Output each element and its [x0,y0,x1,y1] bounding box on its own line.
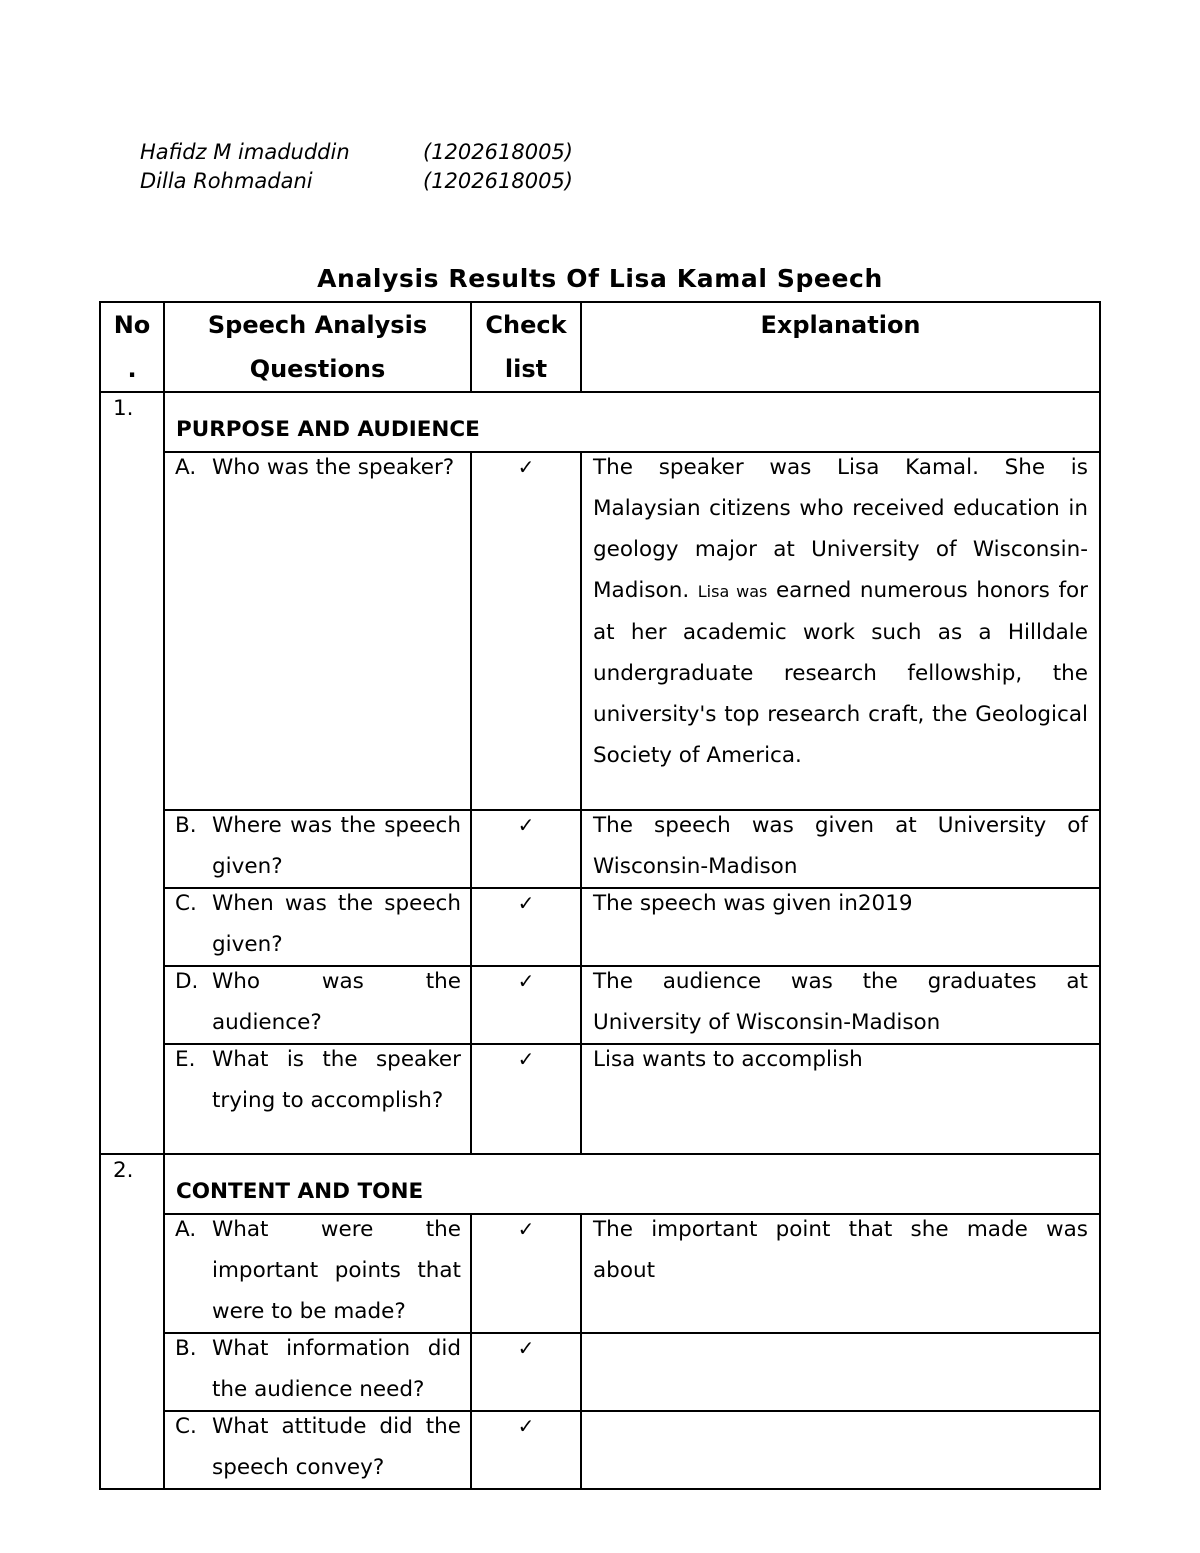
section-row [100,1154,1100,1214]
author-row [140,167,573,196]
explanation-cell [581,1044,1100,1154]
author-row [140,138,573,167]
question-cell [164,1411,471,1489]
question-cell [164,1044,471,1154]
check-mark: ✓ [471,810,581,888]
question-cell [164,810,471,888]
explanation-cell [581,452,1100,810]
table-row [100,1214,1100,1333]
table-row [100,966,1100,1044]
check-mark: ✓ [471,1333,581,1411]
section-number: 2. [100,1154,164,1489]
explanation-text: Lisa wants to accomplish [593,1047,863,1072]
document-title: Analysis Results Of Lisa Kamal Speech [317,264,883,293]
table-header-row [100,302,1100,392]
explanation-small-text: Lisa was [697,582,768,601]
explanation-text: The speaker was Lisa Kamal. She is Malaysian citizens who received education in geology major at University of Wisconsin-Madison. [593,455,1088,603]
question-cell [164,888,471,966]
explanation-text: The important point that she made was about [593,1217,1088,1283]
table-row [100,810,1100,888]
check-mark: ✓ [471,452,581,810]
question-text: Where was the speech given? [212,813,461,879]
header-checklist: Check list [471,302,581,392]
check-mark: ✓ [471,1411,581,1489]
author-name: Hafidz M imaduddin [140,140,350,164]
section-title: PURPOSE AND AUDIENCE [164,392,1100,452]
table-row [100,1044,1100,1154]
explanation-text: The speech was given at University of Wisconsin-Madison [593,813,1088,879]
question-text: What information did the audience need? [212,1336,461,1402]
question-cell [164,966,471,1044]
explanation-cell [581,1214,1100,1333]
explanation-cell [581,888,1100,966]
explanation-cell [581,1411,1100,1489]
question-text: What attitude did the speech convey? [212,1414,461,1480]
table-row [100,1333,1100,1411]
table-row [100,1411,1100,1489]
section-row [100,392,1100,452]
explanation-text: The speech was given in2019 [593,891,913,916]
author-name: Dilla Rohmadani [140,169,313,193]
explanation-text-rest: earned numerous honors for at her academic work such as a Hilldale undergraduate research fellowship, the university's top research craft, the Geological Society of America. [593,578,1089,768]
question-letter: C. [175,1414,197,1439]
question-cell [164,1214,471,1333]
question-letter: A. [175,455,197,480]
check-mark: ✓ [471,966,581,1044]
header-explanation: Explanation [581,302,1100,392]
question-text: When was the speech given? [212,891,461,957]
question-text: What is the speaker trying to accomplish? [212,1047,461,1113]
header-question: Speech Analysis Questions [164,302,471,392]
explanation-text: The audience was the graduates at University of Wisconsin-Madison [593,969,1088,1035]
question-text: Who was the audience? [212,969,461,1035]
explanation-cell [581,810,1100,888]
question-letter: C. [175,891,197,916]
question-letter: E. [175,1047,196,1072]
check-mark: ✓ [471,1044,581,1154]
question-text: What were the important points that were to be made? [212,1217,461,1324]
check-mark: ✓ [471,1214,581,1333]
question-cell [164,1333,471,1411]
author-id: (1202618005) [423,169,573,193]
section-title: CONTENT AND TONE [164,1154,1100,1214]
section-number: 1. [100,392,164,1154]
explanation-cell [581,966,1100,1044]
question-text: Who was the speaker? [212,455,455,480]
question-letter: B. [175,813,197,838]
author-list [140,138,573,196]
question-letter: D. [175,969,199,994]
header-no: No . [100,302,164,392]
author-id: (1202618005) [423,140,573,164]
analysis-table [99,301,1101,1490]
question-cell [164,452,471,810]
question-letter: A. [175,1217,197,1242]
question-letter: B. [175,1336,197,1361]
check-mark: ✓ [471,888,581,966]
table-row [100,452,1100,810]
table-row [100,888,1100,966]
explanation-cell [581,1333,1100,1411]
